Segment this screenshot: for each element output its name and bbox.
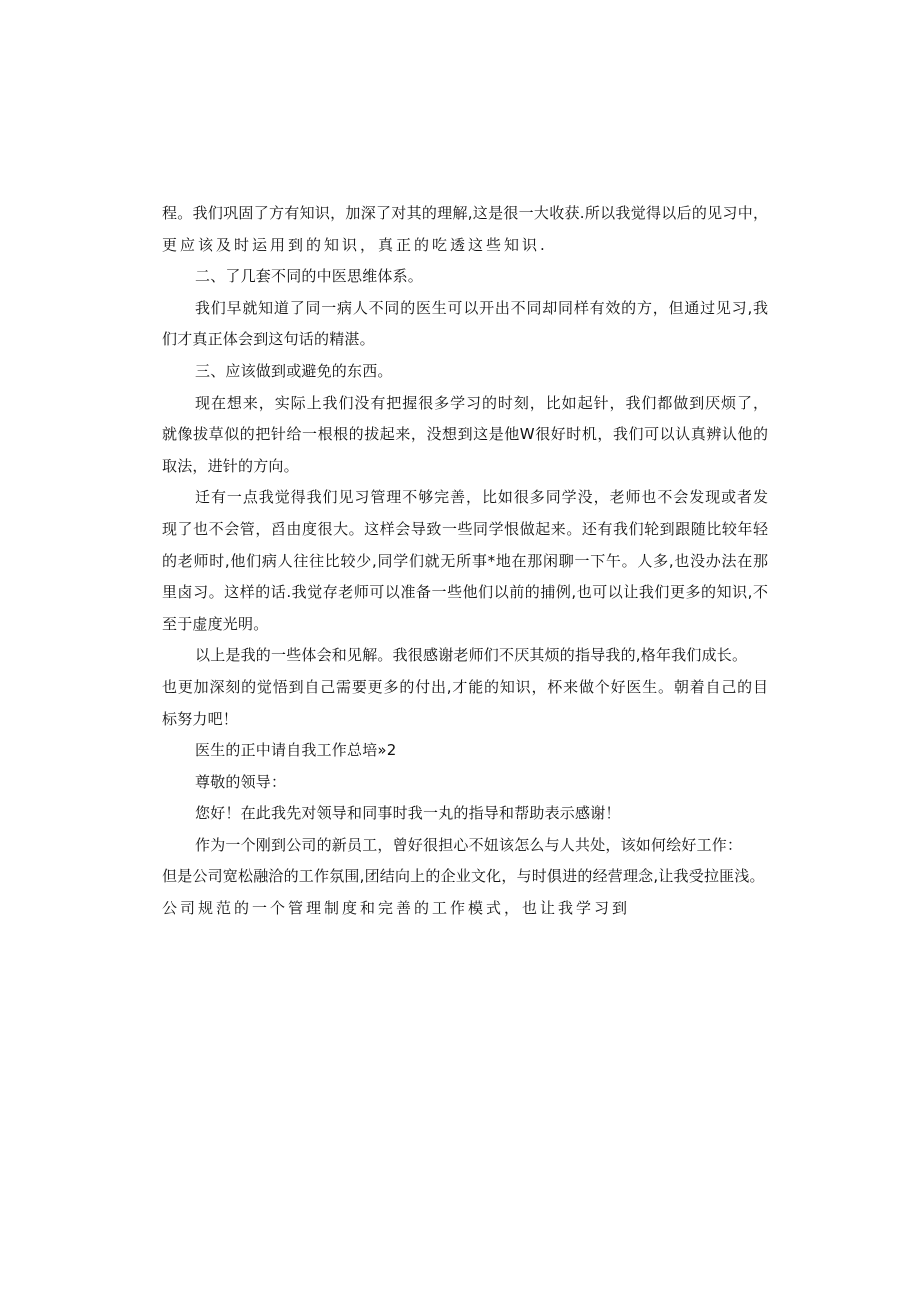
text-line: 就像拔草似的把针给一根根的拔起来，没想到这是他W很好时机，我们可以认真辨认他的 — [162, 425, 769, 444]
text-line: 们才真正体会到这句话的精湛。 — [162, 330, 375, 349]
text-line: 但是公司宽松融洽的工作氛围,团结向上的企业文化，与时俱进的经营理念,让我受拉匪浅。 — [162, 867, 765, 886]
text-line: 标努力吧！ — [162, 709, 239, 728]
text-line: 取法，进针的方向。 — [162, 456, 299, 475]
text-line: 的老师时,他们病人往往比较少,同学们就无所事*地在那闲聊一下午。人多,也没办法在那 — [162, 551, 769, 570]
text-line: 现在想来，实际上我们没有把握很多学习的时刻，比如起针，我们都做到厌烦了， — [195, 393, 769, 412]
text-line: 您好！在此我先对领导和同事时我一丸的指导和帮助表示感谢！ — [195, 804, 621, 823]
text-line: 更应该及时运用到的知识，真正的吃透这些知识. — [162, 235, 548, 254]
text-line: 迁有一点我觉得我们见习管理不够完善，比如很多同学没，老师也不会发现或者发 — [195, 488, 769, 507]
text-line: 我们早就知道了同一病人不同的医生可以开出不同却同样有效的方，但通过见习,我 — [195, 298, 769, 317]
text-line: 程。我们巩固了方有知识，加深了对其的理解,这是很一大收获.所以我觉得以后的见习中， — [162, 204, 769, 222]
text-line: 医生的正中请自我工作总培»2 — [195, 741, 397, 760]
text-line: 至于虚度光明。 — [162, 614, 269, 633]
text-line: 二、了几套不同的中医思维体系。 — [195, 267, 424, 286]
text-line: 作为一个刚到公司的新员工，曾好很担心不妞该怎么与人共处，该如何绘好工作： — [195, 835, 743, 854]
document-body — [162, 198, 768, 925]
text-line: 也更加深刻的觉悟到自己需要更多的付出,才能的知识，杯来做个好医生。朝着自己的目 — [162, 677, 769, 696]
text-line: 三、应该做到或避免的东西。 — [195, 361, 393, 380]
text-line: 尊敬的领导： — [195, 772, 287, 791]
text-line: 现了也不会管，舀由度很大。这样会导致一些同学恨做起来。还有我们轮到跟随比较年轻 — [162, 519, 769, 538]
text-line: 以上是我的一些体会和见解。我很感谢老师们不厌其烦的指导我的,格年我们成长。 — [195, 646, 748, 665]
text-line: 公司规范的一个管理制度和完善的工作模式，也让我学习到 — [162, 899, 631, 918]
text-line: 里卤习。这样的话.我觉存老师可以准备一些他们以前的捕例,也可以让我们更多的知识,不 — [162, 583, 769, 602]
